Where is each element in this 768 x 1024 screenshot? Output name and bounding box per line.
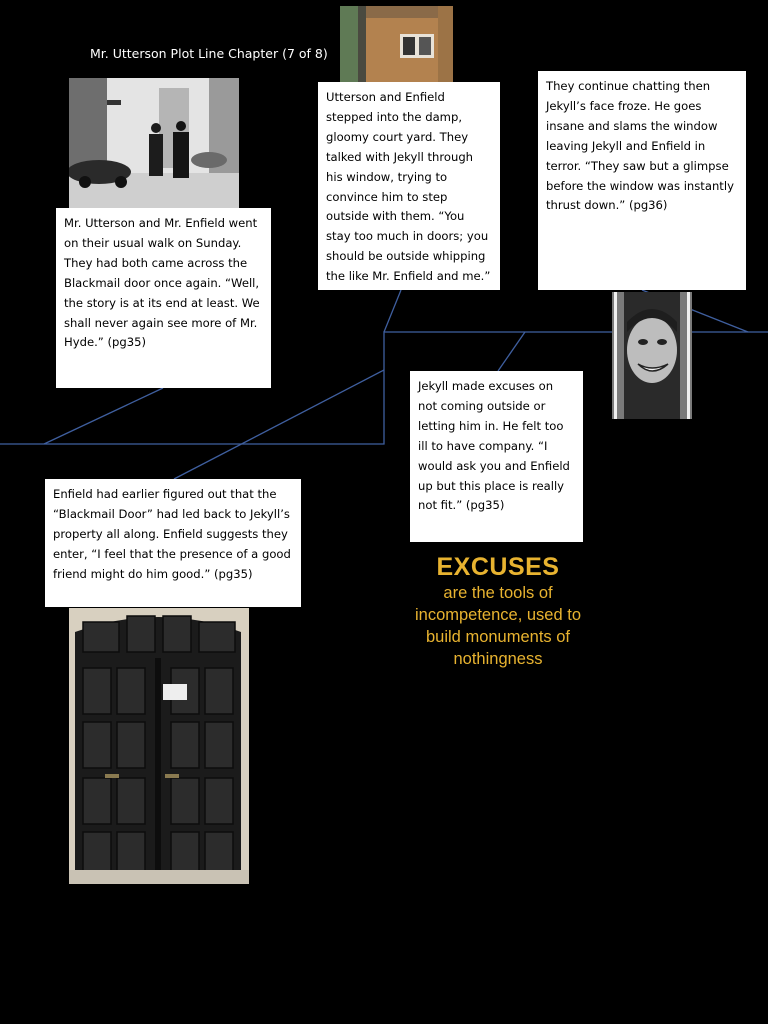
excuses-event-text: Jekyll made excuses on not coming outside or letting him in. He felt too ill to have company. “I would ask you and Enfield up but this place is really not fit.” (pg35) [418,379,570,513]
excuses-body: are the tools of incompetence, used to build monuments of nothingness [414,584,582,668]
connector-walk [44,388,163,444]
door-event-text: Enfield had earlier figured out that the “Blackmail Door” had led back to Jekyll’s property all along. Enfield suggests they enter, “I feel that the presence of a good friend might do him good.” (pg35) [53,487,291,581]
excuses-quote [398,552,598,670]
door-photo [69,608,249,884]
walk-event-box [56,208,271,388]
courtyard-event-box [318,82,500,304]
window-event-box [538,71,746,290]
page-title: Mr. Utterson Plot Line Chapter (7 of 8) [90,46,328,61]
connector-excuses [498,332,525,371]
street-photo [69,78,239,208]
connector-courtyard [384,290,401,332]
window-event-text: They continue chatting then Jekyll’s face froze. He goes insane and slams the window leaving Jekyll and Enfield in terror. “They saw but a glimpse before the window was instantly thrust down.” (pg36) [546,79,734,213]
face-photo [612,292,692,419]
window-photo [340,6,453,82]
door-event-box [45,479,301,607]
courtyard-event-text: Utterson and Enfield stepped into the damp, gloomy court yard. They talked with Jekyll through his window, trying to convince him to step outside with them. “You stay too much in doors; you should be outside whipping the like Mr. Enfield and me.” (pg35) [326,90,491,304]
excuses-headline: EXCUSES [436,553,560,581]
excuses-event-box [410,371,583,542]
walk-event-text: Mr. Utterson and Mr. Enfield went on their usual walk on Sunday. They had both came across the Blackmail door once again. “Well, the story is at its end at least. We shall never again see more of Mr. Hyde.” (pg35) [64,216,260,350]
